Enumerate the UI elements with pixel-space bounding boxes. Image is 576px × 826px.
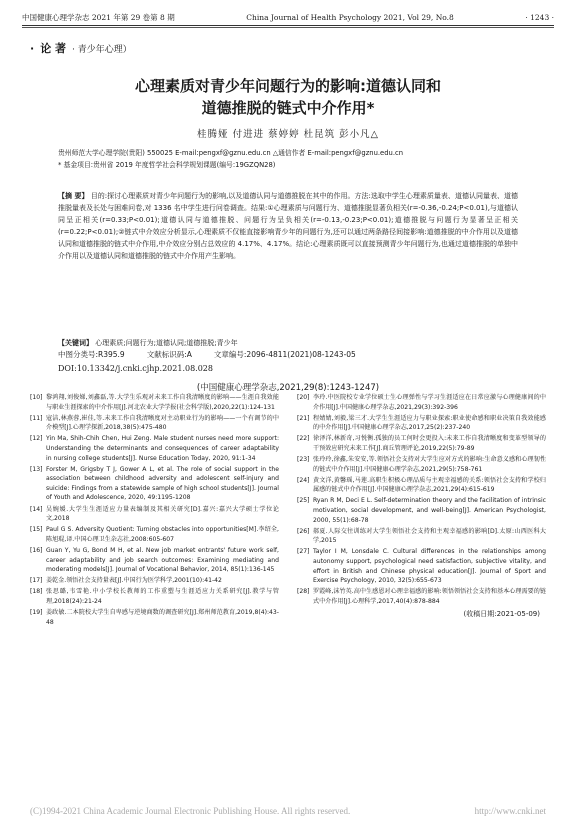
reference-item xyxy=(30,576,279,586)
reference-item xyxy=(30,525,279,544)
reference-item xyxy=(297,455,546,474)
reference-text: 黄文洋,黄馨瑶,马莲.高职生积极心理品质与主观幸福感的关系:领悟社会支持和学校归属感的链式中介作用[J].中国健康心理学杂志,2021,29(4):615-619 xyxy=(313,476,546,494)
reference-text: 程婧婧,刘毅,梁三才.大学生生涯适应力与职业探索:职业使命感和职业决策自我效能感的中介作用[J].中国健康心理学杂志,2017,25(2):237-240 xyxy=(313,414,546,432)
abstract xyxy=(58,190,518,262)
reference-number: [19] xyxy=(30,608,43,616)
reference-text: 姜乾金.领悟社会支持量表[J].中国行为医学科学,2001(10):41-42 xyxy=(46,577,222,585)
reference-text: 张玲玲,徐鑫,朱安安,等.领悟社会支持对大学生应对方式的影响:生命意义感和心理韧性的链式中介作用[J].中国健康心理学杂志,2021,29(5):758-761 xyxy=(313,456,546,473)
reference-text: 吴婉媛.大学生生涯适应力量表编制及其相关研究[D].嘉兴:嘉兴大学硕士学位论文,2018 xyxy=(46,505,279,523)
section-label xyxy=(30,40,132,56)
keywords-label: 【关键词】 xyxy=(58,339,93,347)
reference-number: [17] xyxy=(30,577,43,585)
reference-text: 李玲.中医院校专业学位硕士生心理弹性与学习生涯适应在日常应激与心理健康间的中介作用[J].中国健康心理学杂志,2021,29(3):392-396 xyxy=(313,394,546,411)
references-section xyxy=(30,393,546,803)
reference-item xyxy=(30,393,279,412)
section-dot: · xyxy=(30,42,35,55)
copyright-footer xyxy=(30,806,546,816)
affiliation-line: 贵州师范大学心理学院(贵阳) 550025 E-mail:pengxf@gznu.edu.cn △通信作者 E-mail:pengxf@gznu.edu.cn xyxy=(58,149,404,157)
reference-item xyxy=(30,434,279,463)
reference-number: [27] xyxy=(297,548,310,556)
reference-item xyxy=(297,434,546,453)
references-right-column xyxy=(297,393,546,803)
reference-text: Paul G S. Adversity Quotient: Turning obstacles into opportunities[M].李绍全,陈旭琨,译.中国心理卫生杂志社,2008:605-607 xyxy=(46,526,279,543)
reference-item xyxy=(30,608,279,627)
reference-number: [13] xyxy=(30,465,43,473)
reference-text: Taylor I M, Lonsdale C. Cultural differences in the relationships among autonomy support, psychological need satisfaction, subjective vitality, and effort in British and Chinese physical education[J]. Journal of Sport and Exercise Psychology, 2010, 32(5):655-673 xyxy=(313,548,546,585)
reference-number: [22] xyxy=(297,435,310,443)
citation-line: (中国健康心理学杂志,2021,29(8):1243-1247) xyxy=(196,383,380,393)
reference-number: [28] xyxy=(297,588,310,596)
reference-item xyxy=(297,527,546,546)
reference-item xyxy=(30,505,279,524)
reference-number: [24] xyxy=(297,476,310,484)
reference-text: 罗霞峰,沫竹英.高中生感恩对心理幸福感的影响:领悟领悟社会支持和基本心理需要的链式中介作用[J].心理科学,2017,40(4):878-884 xyxy=(313,588,546,605)
author-list: 桂腾娅 付进进 蔡婷婷 杜昆筑 彭小凡△ xyxy=(197,129,379,140)
journal-header-middle: China Journal of Health Psychology 2021, Vol 29, No.8 xyxy=(246,12,454,22)
title-line-1: 心理素质对青少年问题行为的影响:道德认同和 xyxy=(134,77,441,95)
reference-number: [14] xyxy=(30,505,43,513)
header-rule-thin xyxy=(22,27,554,28)
section-sub: · 青少年心理） xyxy=(72,45,132,55)
page-number: · 1243 · xyxy=(525,12,554,22)
references-left-column xyxy=(30,393,279,803)
reference-text: 寇洁,林燕蓉,崔佳,等.未来工作自我清晰度对主动职业行为的影响——一个有调节的中介模型[J].心理学探新,2018,38(5):475-480 xyxy=(46,414,279,432)
running-header xyxy=(22,10,554,24)
reference-text: 黎鸿翔,刘俊娣,刘鑫磊,等.大学生乐观对未来工作自我清晰度的影响——生涯自我效能与职业生涯探索的中介作用[J].河北农业大学学报(社会科学版),2020,22(1):124-131 xyxy=(46,394,279,411)
classification-line xyxy=(58,349,518,361)
article-number: 文章编号:2096-4811(2021)08-1243-05 xyxy=(213,350,356,359)
reference-item xyxy=(30,414,279,433)
reference-item xyxy=(297,587,546,606)
reference-item xyxy=(30,465,279,503)
reference-number: [26] xyxy=(297,527,310,535)
reference-item xyxy=(30,546,279,575)
document-code: 文献标识码:A xyxy=(146,350,192,359)
reference-number: [16] xyxy=(30,546,43,554)
reference-text: 姜政敏.二本院校大学生自卑感与逆境商数的调查研究[J].郑州师范教育,2019,8(4):43-48 xyxy=(46,608,279,626)
reference-item xyxy=(297,414,546,433)
reference-number: [23] xyxy=(297,456,310,464)
reference-text: Yin Ma, Shih-Chih Chen, Hui Zeng. Male student nurses need more support: Understanding the determinants and consequences of career adaptability in nursing college students[J]. Nurse Education Today, 2020, 91:1-34 xyxy=(46,435,279,462)
keywords-text: 心理素质;问题行为;道德认同;道德推脱;青少年 xyxy=(95,339,238,347)
reference-text: 郝夏.人际交往训练对大学生领悟社会支持和主观幸福感的影响[D].太原:山西医科大学,2015 xyxy=(313,527,546,545)
article-title xyxy=(0,75,576,119)
reference-item xyxy=(30,587,279,606)
title-line-2: 道德推脱的链式中介作用* xyxy=(201,99,375,117)
reference-item xyxy=(297,547,546,585)
affiliation-block xyxy=(58,147,518,171)
abstract-label: 【摘 要】 xyxy=(58,192,89,200)
reference-text: 徐泽洋,林新奇,习悦衡.孤独的员工何时会更投入:未来工作自我清晰度和变革型领导的干预效应研究未来工作[J].商丘管理评论,2019,22(5):79-89 xyxy=(313,435,546,452)
doi-link[interactable]: DOI:10.13342/j.cnki.cjhp.2021.08.028 xyxy=(58,364,213,373)
reference-text: Guan Y, Yu G, Bond M H, et al. New job market entrants' future work self, career adaptability and job search outcomes: Examining mediating and moderating models[J]. Journal of Vocational Behavior, 2014, 85(1):136-145 xyxy=(46,546,279,574)
reference-item xyxy=(297,393,546,412)
reference-number: [15] xyxy=(30,526,43,534)
reference-text: Forster M, Grigsby T J, Gower A L, et al. The role of social support in the association between childhood adversity and adolescent self-injury and suicide: Findings from a statewide sample of high school students[J]. Journal of Youth and Adolescence, 2020, 49:1195-1208 xyxy=(46,465,279,502)
reference-text: Ryan R M, Deci E L. Self-determination theory and the facilitation of intrinsic motivation, social development, and well-being[J]. American Psychologist, 2000, 55(1):68-78 xyxy=(313,497,546,524)
copyright-text: (C)1994-2021 China Academic Journal Electronic Publishing House. All rights reserved. xyxy=(30,806,351,816)
cnki-url[interactable]: http://www.cnki.net xyxy=(474,806,546,816)
reference-number: [18] xyxy=(30,588,43,596)
reference-text: 张思璐,韦雪艳.中小学校长教师的工作重塑与生涯适应力关系研究[J].教学与管理,2018(24):21-24 xyxy=(46,588,279,605)
journal-header-left: 中国健康心理学杂志 2021 年第 29 卷第 8 期 xyxy=(22,12,175,22)
references-right-list xyxy=(297,393,546,606)
reference-number: [10] xyxy=(30,394,43,401)
abstract-text: 目的:探讨心理素质对青少年问题行为的影响,以及道德认同与道德推脱在其中的作用。方法:选取中学生心理素质量表、道德认同量表、道德推脱量表及长处与困难问卷,对 1336 名中学生进行问卷调查。结果:①心理素质与问题行为、道德推脱显著负相关(r=-0.36,-0.24;P<0.01),与道德认同呈正相关(r=0.33;P<0.01);道德认同与道德推脱、问题行为呈负相关(r=-0.13,-0.23;P<0.01);道德推脱与问题行为显著呈正相关(r=0.22;P<0.01);②链式中介效应分析显示,心理素质不仅能直接影响青少年的问题行为,还可以通过两条路径间接影响:道德推脱的中介作用以及道德认同和道德推脱的链式中介作用,中介效应分别占总效应的 4.17%、4.17%。结论:心理素质既可以直接预测青少年问题行为,也通过道德推脱的单独中介作用以及道德认同和道德推脱的链式中介作用产生影响。 xyxy=(58,192,518,260)
reference-number: [12] xyxy=(30,435,43,443)
header-rule xyxy=(22,25,554,26)
reference-number: [25] xyxy=(297,497,310,505)
received-date: (收稿日期:2021-05-09) xyxy=(463,610,540,619)
funding-line: * 基金项目:贵州省 2019 年度哲学社会科学规划课题(编号:19GZQN28) xyxy=(58,161,276,169)
clc-number: 中图分类号:R395.9 xyxy=(58,350,125,359)
reference-number: [20] xyxy=(297,394,310,401)
reference-number: [11] xyxy=(30,414,43,422)
reference-item xyxy=(297,496,546,525)
section-name: 论 著 xyxy=(40,42,67,55)
reference-item xyxy=(297,476,546,495)
reference-number: [21] xyxy=(297,414,310,422)
keywords xyxy=(58,337,518,349)
